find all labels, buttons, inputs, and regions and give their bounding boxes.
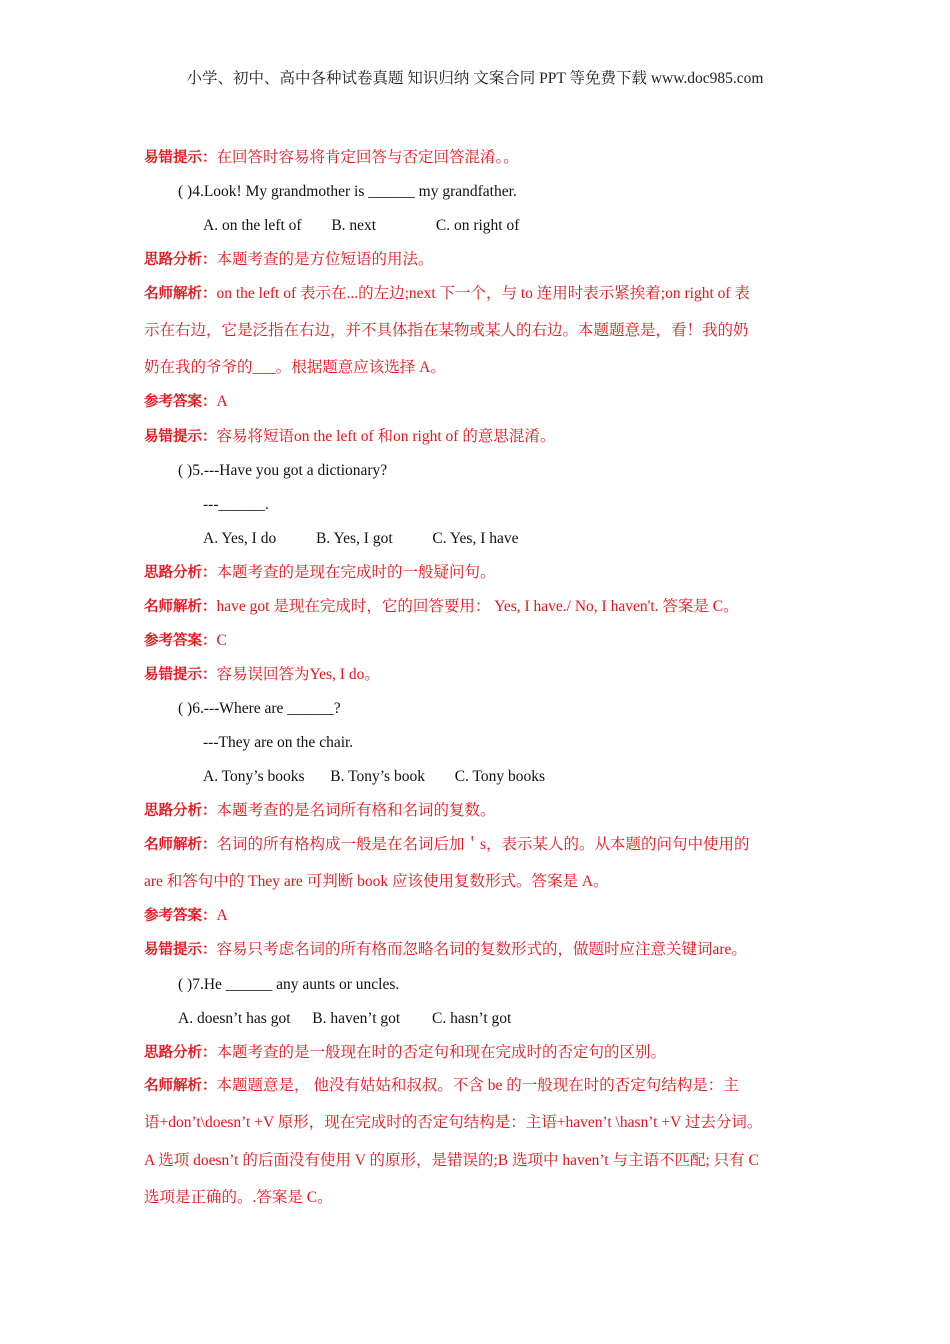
- explain-label: 名师解析：: [144, 837, 217, 853]
- explain-text: on the left of 表示在...的左边;next 下一个，与 to 连用时表示紧挨着;on right of 表: [216, 285, 750, 302]
- option-b: B. next: [331, 217, 377, 234]
- analysis-text: 本题考查的是名词所有格和名词的复数。: [216, 802, 496, 819]
- option-b: B. Yes, I got: [315, 530, 393, 547]
- analysis-label: 思路分析：: [144, 252, 217, 268]
- question-6-stem: ( )6.---Where are ______?: [178, 700, 341, 717]
- tip-row-q4: [144, 427, 555, 447]
- tip-text: 容易将短语on the left of 和on right of 的意思混淆。: [216, 428, 556, 445]
- question-4-stem: ( )4.Look! My grandmother is ______ my grandfather.: [178, 183, 517, 200]
- analysis-text: 本题考查的是现在完成时的一般疑问句。: [216, 564, 496, 581]
- tip-label: 易错提示：: [144, 429, 217, 445]
- question-7-options: [178, 1009, 511, 1029]
- analysis-label: 思路分析：: [144, 565, 217, 581]
- answer-label: 参考答案：: [144, 633, 217, 649]
- explain-row-q5: [144, 597, 739, 617]
- question-4-options: [203, 216, 519, 236]
- explain-row-q6: [144, 835, 750, 855]
- option-a: A. Yes, I do: [203, 530, 277, 547]
- explain-row-q4: [144, 284, 750, 304]
- question-6-options: [203, 767, 545, 787]
- tip-row-q3: [144, 148, 519, 168]
- explain-continuation: 语+don’t\doesn’t +V 原形，现在完成时的否定句结构是：主语+haven’t \hasn’t +V 过去分词。: [144, 1114, 763, 1131]
- analysis-row-q5: [144, 563, 496, 583]
- tip-text: 在回答时容易将肯定回答与否定回答混淆。。: [216, 149, 519, 166]
- explain-continuation: 奶在我的爷爷的___。根据题意应该选择 A。: [144, 359, 446, 376]
- answer-row-q6: [144, 906, 228, 926]
- analysis-row-q7: [144, 1043, 666, 1063]
- question-5-reply: ---______.: [203, 496, 269, 513]
- analysis-row-q6: [144, 801, 496, 821]
- explain-continuation: 示在右边，它是泛指在右边，并不具体指在某物或某人的右边。本题题意是，看！我的奶: [144, 322, 749, 339]
- explain-continuation: are 和答句中的 They are 可判断 book 应该使用复数形式。答案是 A。: [144, 873, 609, 890]
- tip-label: 易错提示：: [144, 667, 217, 683]
- tip-text: 容易误回答为Yes, I do。: [216, 666, 380, 683]
- answer-text: A: [216, 907, 228, 924]
- tip-label: 易错提示：: [144, 150, 217, 166]
- explain-continuation: A 选项 doesn’t 的后面没有使用 V 的原形，是错误的;B 选项中 haven’t 与主语不匹配; 只有 C: [144, 1152, 759, 1169]
- explain-text: 名词的所有格构成一般是在名词后加＇s，表示某人的。从本题的问句中使用的: [216, 836, 750, 853]
- option-c: C. hasn’t got: [431, 1010, 512, 1027]
- option-a: A. on the left of: [203, 217, 302, 234]
- answer-row-q5: [144, 631, 227, 651]
- tip-row-q5: [144, 665, 380, 685]
- explain-continuation: 选项是正确的。.答案是 C。: [144, 1189, 333, 1206]
- answer-label: 参考答案：: [144, 394, 217, 410]
- explain-row-q7: [144, 1076, 739, 1096]
- option-c: C. Tony books: [454, 768, 546, 785]
- option-b: B. Tony’s book: [330, 768, 425, 785]
- answer-label: 参考答案：: [144, 908, 217, 924]
- option-c: C. Yes, I have: [432, 530, 519, 547]
- analysis-text: 本题考查的是一般现在时的否定句和现在完成时的否定句的区别。: [216, 1044, 667, 1061]
- page-header: 小学、初中、高中各种试卷真题 知识归纳 文案合同 PPT 等免费下载 www.doc985.com: [186, 70, 764, 87]
- answer-text: C: [216, 632, 227, 649]
- option-a: A. doesn’t has got: [178, 1010, 291, 1027]
- question-6-reply: ---They are on the chair.: [203, 734, 354, 751]
- question-7-stem: ( )7.He ______ any aunts or uncles.: [178, 976, 400, 993]
- analysis-text: 本题考查的是方位短语的用法。: [216, 251, 434, 268]
- analysis-row-q4: [144, 250, 434, 270]
- answer-text: A: [216, 393, 228, 410]
- analysis-label: 思路分析：: [144, 803, 217, 819]
- tip-text: 容易只考虑名词的所有格而忽略名词的复数形式的，做题时应注意关键词are。: [216, 941, 747, 958]
- option-c: C. on right of: [435, 217, 520, 234]
- tip-row-q6: [144, 940, 747, 960]
- option-b: B. haven’t got: [312, 1010, 401, 1027]
- option-a: A. Tony’s books: [203, 768, 305, 785]
- explain-label: 名师解析：: [144, 599, 217, 615]
- explain-text: 本题题意是， 他没有姑姑和叔叔。不含 be 的一般现在时的否定句结构是：主: [216, 1077, 739, 1094]
- explain-label: 名师解析：: [144, 286, 217, 302]
- tip-label: 易错提示：: [144, 942, 217, 958]
- question-5-options: [203, 529, 519, 549]
- question-5-stem: ( )5.---Have you got a dictionary?: [178, 462, 388, 479]
- explain-label: 名师解析：: [144, 1078, 217, 1094]
- explain-text: have got 是现在完成时，它的回答要用： Yes, I have./ No, I haven't. 答案是 C。: [216, 598, 739, 615]
- answer-row-q4: [144, 392, 228, 412]
- analysis-label: 思路分析：: [144, 1045, 217, 1061]
